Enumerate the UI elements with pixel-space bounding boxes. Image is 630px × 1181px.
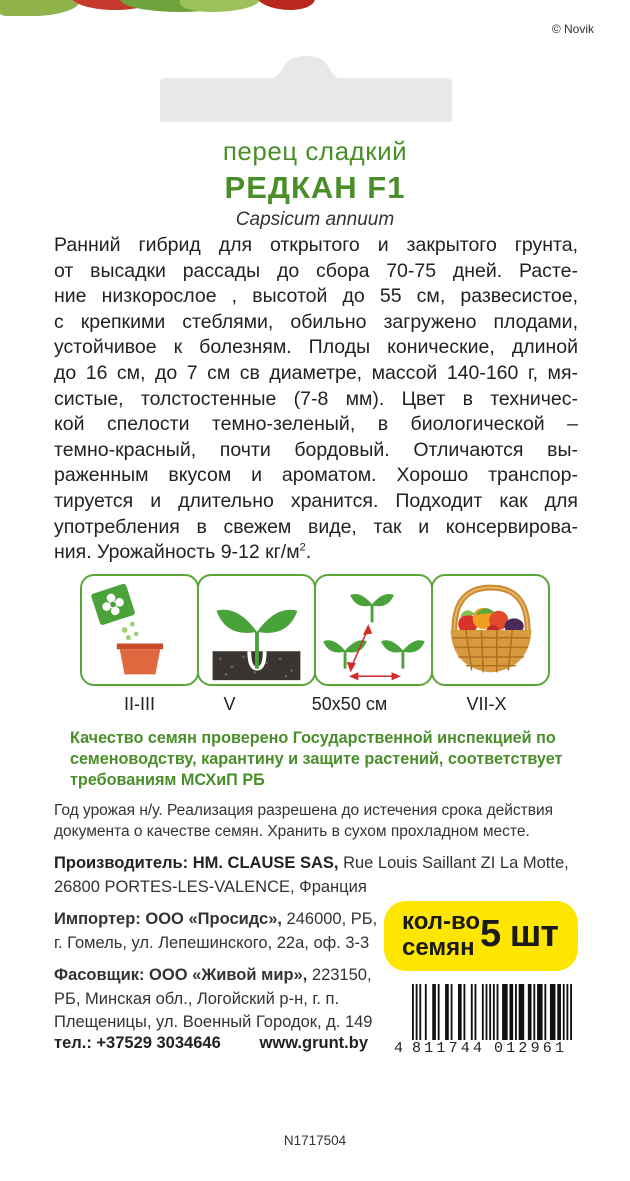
description-line: кой спелости темно-зеленый, в биологической – — [54, 413, 578, 436]
description-line: Ранний гибрид для открытого и закрытого грунта, — [54, 234, 578, 256]
planting-scheme-icon — [314, 574, 433, 686]
product-title: РЕДКАН F1 — [224, 170, 406, 205]
barcode-bar — [533, 984, 535, 1040]
importer-info — [54, 908, 384, 955]
barcode-bar — [509, 984, 513, 1040]
importer-address: 246000, РБ, г. Гомель, ул. Лепешинского, 22а, оф. 3-3 — [54, 910, 378, 952]
hanger-tab — [160, 56, 452, 122]
description-line: с крепкими стеблями, обильно загружено плодами, — [54, 310, 578, 333]
product-subtitle: перец сладкий — [222, 136, 408, 166]
description-line: систые, толстостенные (7-8 мм). Цвет в техничес- — [54, 387, 578, 410]
importer-label: Импортер: ООО «Просидс», — [54, 910, 282, 928]
barcode-bar — [438, 984, 440, 1040]
barcode-bar — [451, 984, 453, 1040]
barcode-bar — [425, 984, 427, 1040]
description-line: раженным вкусом и ароматом. Хорошо транспор- — [54, 464, 578, 487]
barcode-bar — [566, 984, 568, 1040]
barcode-bar — [458, 984, 462, 1040]
description-line: устойчивое к болезням. Плоды конические, длиной — [54, 336, 578, 359]
barcode-bar — [497, 984, 499, 1040]
barcode-bar — [515, 984, 517, 1040]
description-line: употребления в свежем виде, так и консервирова- — [54, 515, 578, 538]
phone-number: тел.: +37529 3034646 — [54, 1034, 221, 1052]
barcode-bar — [482, 984, 484, 1040]
website-link: www.grunt.by — [259, 1034, 368, 1052]
barcode-bar — [544, 984, 546, 1040]
description-line: от высадки рассады до сбора 70-75 дней. Расте- — [54, 259, 578, 282]
producer-info — [54, 852, 594, 899]
quantity-label: кол-во семян — [402, 908, 481, 961]
barcode-bar — [471, 984, 473, 1040]
packer-address: 223150, РБ, Минская обл., Логойский р-н, г. п. Плещеницы, ул. Военный Городок, д. 149 — [54, 966, 373, 1031]
barcode-bar — [570, 984, 572, 1040]
producer-label: Производитель: HM. CLAUSE SAS, — [54, 854, 339, 872]
barcode-bar — [486, 984, 488, 1040]
cultivation-icons — [80, 574, 550, 686]
barcode-bar — [432, 984, 436, 1040]
barcode-bar — [475, 984, 477, 1040]
icon-label-sowing: II-III — [124, 694, 155, 714]
barcode-bar — [528, 984, 532, 1040]
seedling-icon — [197, 574, 316, 686]
barcode-bar — [563, 984, 565, 1040]
barcode-bar — [550, 984, 556, 1040]
producer-address: Rue Louis Saillant ZI La Motte, 26800 PORTES-LES-VALENCE, Франция — [54, 854, 569, 896]
quality-statement: Качество семян проверено Государственной инспекцией по семеноводству, карантину и защите растений, соответствует требованиям МСХиП РБ — [70, 729, 563, 789]
barcode-bar — [537, 984, 543, 1040]
harvest-storage-note: Год урожая н/у. Реализация разрешена до истечения срока действия документа о качестве семян. Хранить в сухом прохладном месте. — [54, 802, 554, 840]
product-latin-name: Capsicum annuum — [235, 209, 395, 230]
lot-number: N1717504 — [283, 1133, 347, 1148]
packer-label: Фасовщик: ООО «Живой мир», — [54, 966, 308, 984]
barcode-bar — [412, 984, 414, 1040]
description-line: тируется и длительно хранится. Подходит как для — [54, 489, 578, 512]
barcode-bar — [416, 984, 418, 1040]
description-line: до 16 см, до 7 см св диаметре, массой 140-160 г, мя- — [54, 361, 578, 384]
barcode-bar — [519, 984, 525, 1040]
barcode-bar — [557, 984, 561, 1040]
barcode-bar — [445, 984, 449, 1040]
barcode-bar — [489, 984, 491, 1040]
packer-info — [54, 964, 384, 1035]
barcode-bar — [502, 984, 508, 1040]
contact-line — [54, 1034, 374, 1053]
icon-label-seedling: V — [223, 694, 236, 714]
barcode-bar — [493, 984, 495, 1040]
icon-label-harvest: VII-X — [466, 694, 507, 714]
description-line: темно-красный, почти бордовый. Отличаются вы- — [54, 438, 578, 461]
sowing-pot-icon — [80, 574, 199, 686]
icon-label-scheme: 50x50 см — [311, 694, 388, 714]
barcode-bar — [419, 984, 421, 1040]
seed-quantity-badge — [384, 901, 578, 971]
copyright: © Novik — [551, 22, 594, 36]
description-line: ние низкорослое , высотой до 55 см, развесистое, — [54, 285, 578, 308]
product-description — [54, 233, 578, 566]
barcode-bar — [463, 984, 465, 1040]
harvest-basket-icon — [431, 574, 550, 686]
top-photo-strip — [0, 0, 630, 20]
quantity-value: 5 шт — [480, 913, 558, 955]
description-line-last: ния. Урожайность 9-12 $кг/м^2$. — [54, 541, 312, 564]
